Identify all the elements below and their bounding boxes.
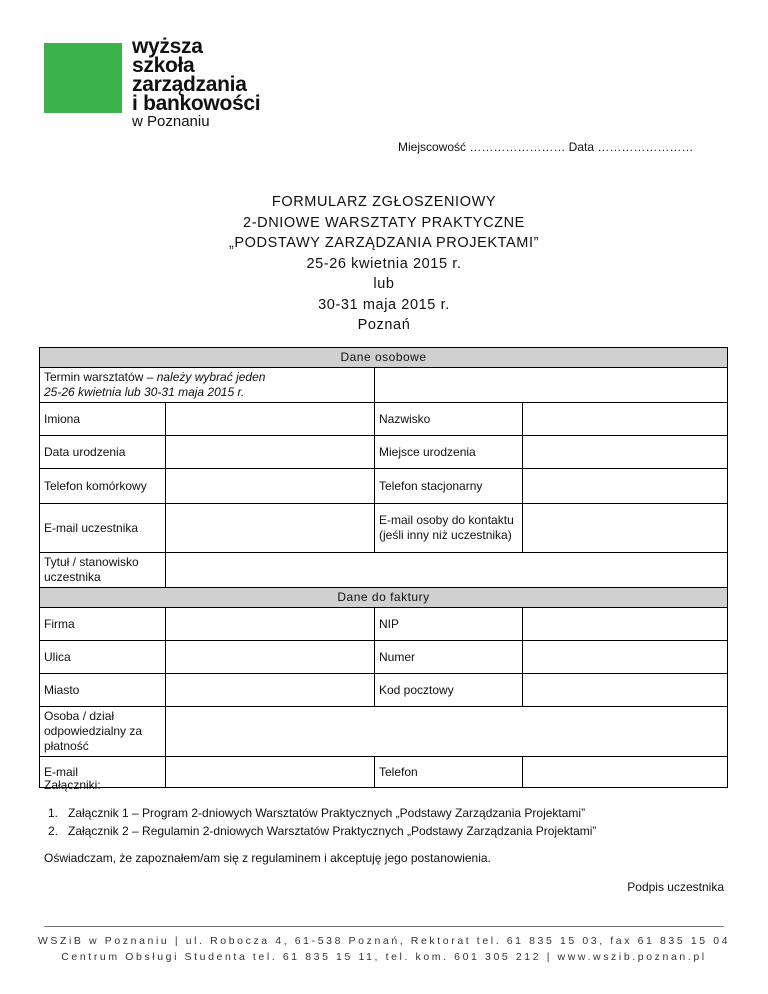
title-line: FORMULARZ ZGŁOSZENIOWY xyxy=(271,194,497,210)
attachment-text: Załącznik 2 – Regulamin 2-dniowych Warsztatów Praktycznych „Podstawy Zarządzania Projektami” xyxy=(68,824,597,838)
nip-field[interactable] xyxy=(523,608,728,641)
term-input[interactable] xyxy=(375,368,728,403)
section-personal-header: Dane osobowe xyxy=(40,348,728,368)
postal-code-label: Kod pocztowy xyxy=(375,674,523,707)
mobile-phone-field[interactable] xyxy=(166,469,375,504)
birth-place-label: Miejsce urodzenia xyxy=(375,436,523,469)
landline-phone-label: Telefon stacjonarny xyxy=(375,469,523,504)
registration-form xyxy=(39,347,728,788)
title-line: 25-26 kwietnia 2015 r. xyxy=(306,255,462,272)
company-field[interactable] xyxy=(166,608,375,641)
mobile-phone-label: Telefon komórkowy xyxy=(40,469,166,504)
term-label-b: należy wybrać jeden xyxy=(156,370,266,384)
surname-label: Nazwisko xyxy=(375,403,523,436)
number-field[interactable] xyxy=(523,641,728,674)
surname-field[interactable] xyxy=(523,403,728,436)
street-field[interactable] xyxy=(166,641,375,674)
section-invoice-header: Dane do faktury xyxy=(40,588,728,608)
term-label-c: 25-26 kwietnia lub 30-31 maja 2015 r. xyxy=(44,385,245,399)
nip-label: NIP xyxy=(375,608,523,641)
document-title xyxy=(0,192,768,336)
attachment-item xyxy=(48,822,597,840)
footer-divider xyxy=(44,926,724,927)
title-line: lub xyxy=(373,276,395,292)
title-line: „PODSTAWY ZARZĄDZANIA PROJEKTAMI” xyxy=(228,235,540,251)
title-line: 2-DNIOWE WARSZTATY PRAKTYCZNE xyxy=(243,214,525,231)
logo-mark xyxy=(44,43,122,113)
logo-line: i bankowości xyxy=(132,92,261,115)
participant-email-label: E-mail uczestnika xyxy=(40,504,166,553)
place-date-line: Miejscowość …………………… Data …………………… xyxy=(398,140,694,154)
attachment-number: 1. xyxy=(48,806,59,820)
email-label: E-mail xyxy=(40,757,166,788)
term-label-a: Termin warsztatów – xyxy=(44,370,157,384)
logo-line: wyższa xyxy=(132,35,203,58)
footer-address-line: WSZiB w Poznaniu | ul. Robocza 4, 61-538 Poznań, Rektorat tel. 61 835 15 03, fax 61 835 15 04 xyxy=(37,935,731,947)
city-field[interactable] xyxy=(166,674,375,707)
term-label xyxy=(40,368,375,403)
birth-date-field[interactable] xyxy=(166,436,375,469)
attachments-list xyxy=(48,804,597,840)
logo-wordmark xyxy=(132,37,260,113)
birth-place-field[interactable] xyxy=(523,436,728,469)
first-names-field[interactable] xyxy=(166,403,375,436)
participant-email-field[interactable] xyxy=(166,504,375,553)
attachment-text: Załącznik 1 – Program 2-dniowych Warsztatów Praktycznych „Podstawy Zarządzania Projektami” xyxy=(68,806,586,820)
street-label: Ulica xyxy=(40,641,166,674)
phone-field[interactable] xyxy=(523,757,728,788)
landline-phone-field[interactable] xyxy=(523,469,728,504)
position-label: Tytuł / stanowisko uczestnika xyxy=(40,553,166,588)
attachment-item xyxy=(48,804,596,822)
position-field[interactable] xyxy=(166,553,728,588)
birth-date-label: Data urodzenia xyxy=(40,436,166,469)
logo-line: zarządzania xyxy=(132,73,247,96)
title-line: 30-31 maja 2015 r. xyxy=(318,296,450,313)
signature-label: Podpis uczestnika xyxy=(627,880,724,894)
declaration-text: Oświadczam, że zapoznałem/am się z regulaminem i akceptuję jego postanowienia. xyxy=(44,851,491,865)
city-label: Miasto xyxy=(40,674,166,707)
company-label: Firma xyxy=(40,608,166,641)
attachment-number: 2. xyxy=(48,824,59,838)
contact-email-field[interactable] xyxy=(523,504,728,553)
responsible-field[interactable] xyxy=(166,707,728,757)
contact-email-label: E-mail osoby do kontaktu (jeśli inny niż uczestnika) xyxy=(375,504,523,553)
phone-label: Telefon xyxy=(375,757,523,788)
logo-subtitle: w Poznaniu xyxy=(132,113,210,130)
email-field[interactable] xyxy=(166,757,375,788)
footer-contact-line: Centrum Obsługi Studenta tel. 61 835 15 11, tel. kom. 601 305 212 | www.wszib.poznan.pl xyxy=(61,951,707,963)
responsible-label: Osoba / dział odpowiedzialny za płatność xyxy=(40,707,166,757)
title-line: Poznań xyxy=(357,317,411,333)
logo-line: szkoła xyxy=(132,54,195,77)
postal-code-field[interactable] xyxy=(523,674,728,707)
number-label: Numer xyxy=(375,641,523,674)
attachments-title: Załączniki: xyxy=(44,778,101,792)
first-names-label: Imiona xyxy=(40,403,166,436)
